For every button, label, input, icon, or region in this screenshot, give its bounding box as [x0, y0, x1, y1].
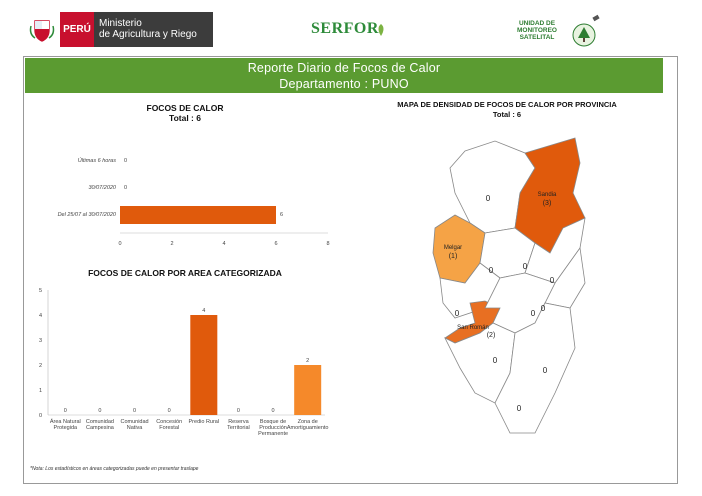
chart2-data-label: 0 [271, 408, 275, 414]
chart2-data-label: 0 [133, 408, 137, 414]
map-label-sanroman-name: San Román [457, 325, 489, 331]
chart1-x-tick-label: 0 [118, 241, 122, 247]
chart2-y-tick-label: 0 [38, 413, 42, 419]
serfor-leaf-icon [375, 23, 387, 37]
map-total: Total : 6 [492, 110, 522, 119]
chart1-data-label: 0 [124, 158, 128, 164]
chart2-category-label: Comunidad Campesina [85, 419, 115, 431]
chart2-category-label: Zona de Amortiguamiento [286, 419, 329, 431]
chart2-y-tick-label: 2 [38, 363, 42, 369]
chart2-category-label: Concesión Forestal [156, 419, 183, 431]
chart2-bar [294, 365, 321, 415]
chart2-category-label: Predio Rural [188, 419, 220, 425]
ministry-line-1: Ministerio [99, 18, 142, 29]
chart1-subtitle: Total : 6 [169, 113, 201, 123]
chart2-category-label: Reserva Territorial [227, 419, 250, 431]
chart1-bar [120, 206, 276, 224]
satellite-tree-logo-icon [568, 14, 602, 48]
map-zero-label: 0 [454, 309, 460, 318]
coat-of-arms-icon [24, 12, 60, 47]
chart1-x-tick-label: 4 [222, 241, 226, 247]
chart1-title: FOCOS DE CALOR [146, 103, 224, 113]
map-zero-label: 0 [540, 304, 546, 313]
chart2-bar [190, 315, 217, 415]
map-label-melgar-value: (1) [448, 253, 458, 260]
chart1-category-label: Últimas 6 horas [77, 158, 116, 164]
unit-line-3: SATELITAL [519, 34, 555, 41]
chart2-data-label: 2 [306, 358, 310, 364]
chart1-x-tick-label: 6 [274, 241, 278, 247]
chart2-data-label: 0 [167, 408, 171, 414]
chart2-title: FOCOS DE CALOR POR AREA CATEGORIZADA [88, 268, 282, 278]
chart1-category-label: 30/07/2020 [88, 185, 116, 191]
map-zero-label: 0 [542, 366, 548, 375]
country-label: PERÚ [60, 12, 94, 47]
chart2-y-tick-label: 4 [38, 313, 42, 319]
report-title: Reporte Diario de Focos de Calor [247, 61, 441, 75]
header [0, 0, 702, 56]
report-banner [25, 58, 663, 93]
map-zero-label: 0 [488, 266, 494, 275]
map-zero-label: 0 [530, 309, 536, 318]
chart2-category-label: Área Natural Protegida [49, 419, 81, 431]
map-zero-label: 0 [485, 194, 491, 203]
map-zero-label: 0 [549, 276, 555, 285]
chart2-y-tick-label: 3 [38, 338, 42, 344]
chart2-category-label: Bosque de Producción Permanente [258, 419, 289, 437]
chart1-title-block [120, 103, 250, 123]
chart1-x-tick-label: 8 [326, 241, 330, 247]
map-label-sanroman-value: (2) [486, 332, 496, 339]
ministry-line-2: de Agricultura y Riego [99, 29, 197, 40]
hotspot-time-bar-chart [30, 140, 340, 252]
map-zero-label: 0 [522, 262, 528, 271]
unit-line-1: UNIDAD DE [518, 20, 556, 27]
map-zero-label: 0 [492, 356, 498, 365]
chart2-y-tick-label: 5 [38, 288, 42, 294]
chart2-y-tick-label: 1 [38, 388, 42, 394]
map-title-block [362, 100, 652, 120]
ministry-logo [24, 12, 213, 47]
chart2-data-label: 0 [236, 408, 240, 414]
chart1-data-label: 6 [280, 212, 284, 218]
serfor-logo: SERFOR [311, 20, 379, 37]
ministry-name [94, 12, 213, 47]
map-label-sandia-name: Sandia [537, 192, 557, 198]
puno-density-map [425, 133, 600, 445]
chart2-data-label: 4 [202, 308, 206, 314]
footnote: *Nota: Los estadísticos en áreas categorizadas puede en presentar traslape [30, 466, 199, 472]
map-zero-label: 0 [516, 404, 522, 413]
chart2-data-label: 0 [98, 408, 102, 414]
map-label-sandia-value: (3) [542, 200, 552, 207]
chart2-data-label: 0 [63, 408, 67, 414]
map-label-melgar-name: Melgar [443, 245, 463, 251]
chart1-x-tick-label: 2 [170, 241, 174, 247]
chart1-category-label: Del 25/07 al 30/07/2020 [57, 212, 116, 218]
map-title: MAPA DE DENSIDAD DE FOCOS DE CALOR POR PROVINCIA [397, 100, 617, 109]
chart1-data-label: 0 [124, 185, 128, 191]
department-name: Departamento : PUNO [279, 77, 409, 91]
unit-line-2: MONITOREO [517, 27, 557, 34]
hotspot-category-bar-chart [30, 284, 330, 444]
chart2-category-label: Comunidad Nativa [120, 419, 149, 431]
monitoring-unit-name [506, 20, 568, 41]
